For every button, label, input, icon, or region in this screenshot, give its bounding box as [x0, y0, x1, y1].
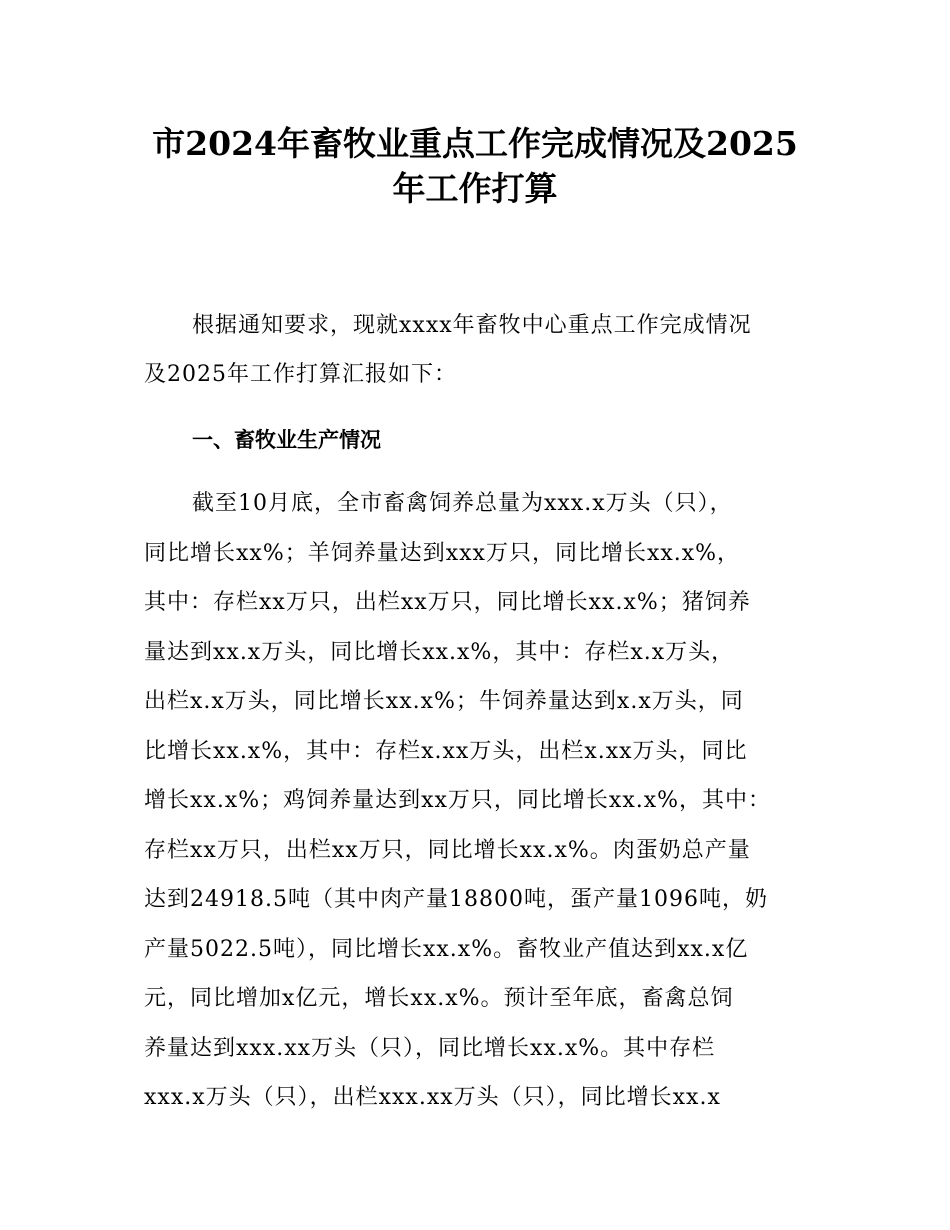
body-line-9: 达到24918.5吨（其中肉产量18800吨，蛋产量1096吨，奶: [144, 887, 768, 912]
body-line-11: 元，同比增加x亿元，增长xx.x%。预计至年底，畜禽总饲: [144, 986, 734, 1011]
body-line-2: 同比增长xx%；羊饲养量达到xxx万只，同比增长xx.x%，: [144, 541, 741, 566]
body-line-10: 产量5022.5吨），同比增长xx.x%。畜牧业产值达到xx.x亿: [144, 937, 749, 962]
document-title-line-1: 市2024年畜牧业重点工作完成情况及2025: [152, 124, 798, 163]
body-line-5: 出栏x.x万头，同比增长xx.x%；牛饲养量达到x.x万头，同: [144, 689, 744, 714]
body-line-3: 其中：存栏xx万只，出栏xx万只，同比增长xx.x%；猪饲养: [144, 590, 751, 615]
body-line-4: 量达到xx.x万头，同比增长xx.x%，其中：存栏x.x万头，: [144, 640, 735, 665]
intro-line-1: 根据通知要求，现就xxxx年畜牧中心重点工作完成情况: [192, 313, 752, 338]
body-line-1: 截至10月底，全市畜禽饲养总量为xxx.x万头（只），: [192, 491, 733, 516]
section-1-heading: 一、畜牧业生产情况: [192, 428, 381, 452]
body-line-7: 增长xx.x%；鸡饲养量达到xx万只，同比增长xx.x%，其中：: [144, 788, 772, 813]
document-title-line-2: 年工作打算: [392, 169, 558, 208]
intro-line-2: 及2025年工作打算汇报如下：: [144, 362, 457, 387]
body-line-13: xxx.x万头（只），出栏xxx.xx万头（只），同比增长xx.x: [144, 1085, 721, 1110]
body-line-6: 比增长xx.x%，其中：存栏x.xx万头，出栏x.xx万头，同比: [144, 739, 748, 764]
body-line-8: 存栏xx万只，出栏xx万只，同比增长xx.x%。肉蛋奶总产量: [144, 838, 751, 863]
body-line-12: 养量达到xxx.xx万头（只），同比增长xx.x%。其中存栏: [144, 1036, 716, 1061]
